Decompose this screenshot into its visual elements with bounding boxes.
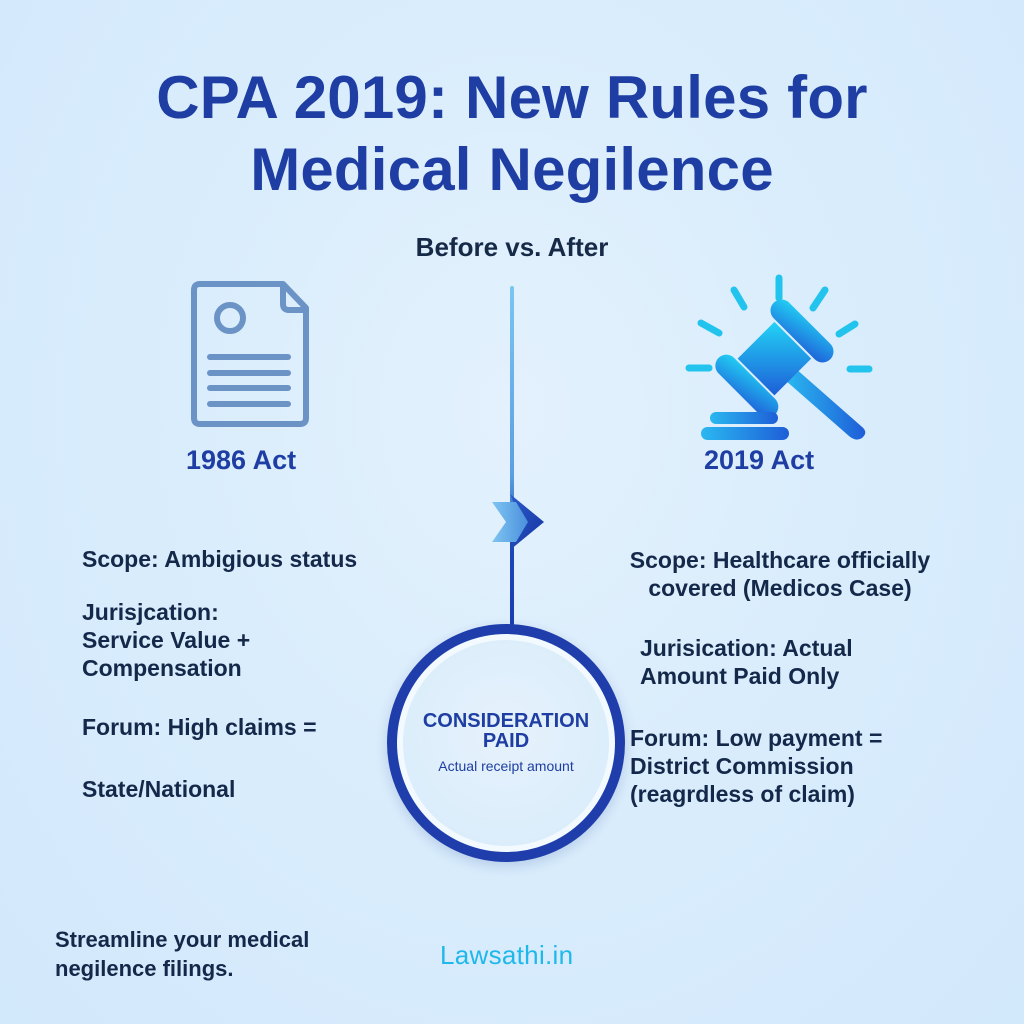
badge-title-line-1: CONSIDERATION [422,709,590,732]
gavel-icon [665,260,880,440]
right-scope [605,546,955,602]
title-line-1: CPA 2019: New Rules for [156,64,868,131]
left-jurisdiction [82,598,382,682]
title-line-2: Medical Negilence [250,136,774,203]
tagline-line-2: negilence filings. [55,956,234,981]
right-forum-line-2: District Commission [630,753,854,779]
footer-tagline [55,925,375,983]
left-forum-result: State/National [82,776,236,802]
timeline-divider [510,286,514,631]
tagline-line-1: Streamline your medical [55,927,310,952]
badge-subtitle: Actual receipt amount [438,757,574,774]
consideration-paid-badge [387,624,625,862]
right-forum [630,724,950,808]
left-forum: Forum: High claims = [82,714,317,740]
act-2019-label: 2019 Act [704,445,815,475]
right-forum-line-3: (reagrdless of claim) [630,781,855,807]
right-jurisdiction [640,634,900,690]
brand-link[interactable]: Lawsathi.in [440,940,574,970]
right-scope-line-2: covered (Medicos Case) [648,575,912,601]
right-scope-line-1: Scope: Healthcare officially [629,547,931,573]
chevron-right-icon [488,490,552,554]
document-icon [188,278,312,428]
badge-title-line-2: PAID [482,729,530,752]
right-jurisdiction-line-1: Jurisication: Actual [640,635,853,661]
subtitle: Before vs. After [415,232,609,262]
left-scope: Scope: Ambigious status [82,546,358,572]
left-jurisdiction-line-2: Service Value + [82,627,251,653]
page-title [0,62,1024,206]
act-1986-label: 1986 Act [186,445,297,475]
right-forum-line-1: Forum: Low payment = [630,725,883,751]
right-jurisdiction-line-2: Amount Paid Only [640,663,840,689]
left-jurisdiction-line-1: Jurisjcation: [82,599,219,625]
left-jurisdiction-line-3: Compensation [82,655,242,681]
